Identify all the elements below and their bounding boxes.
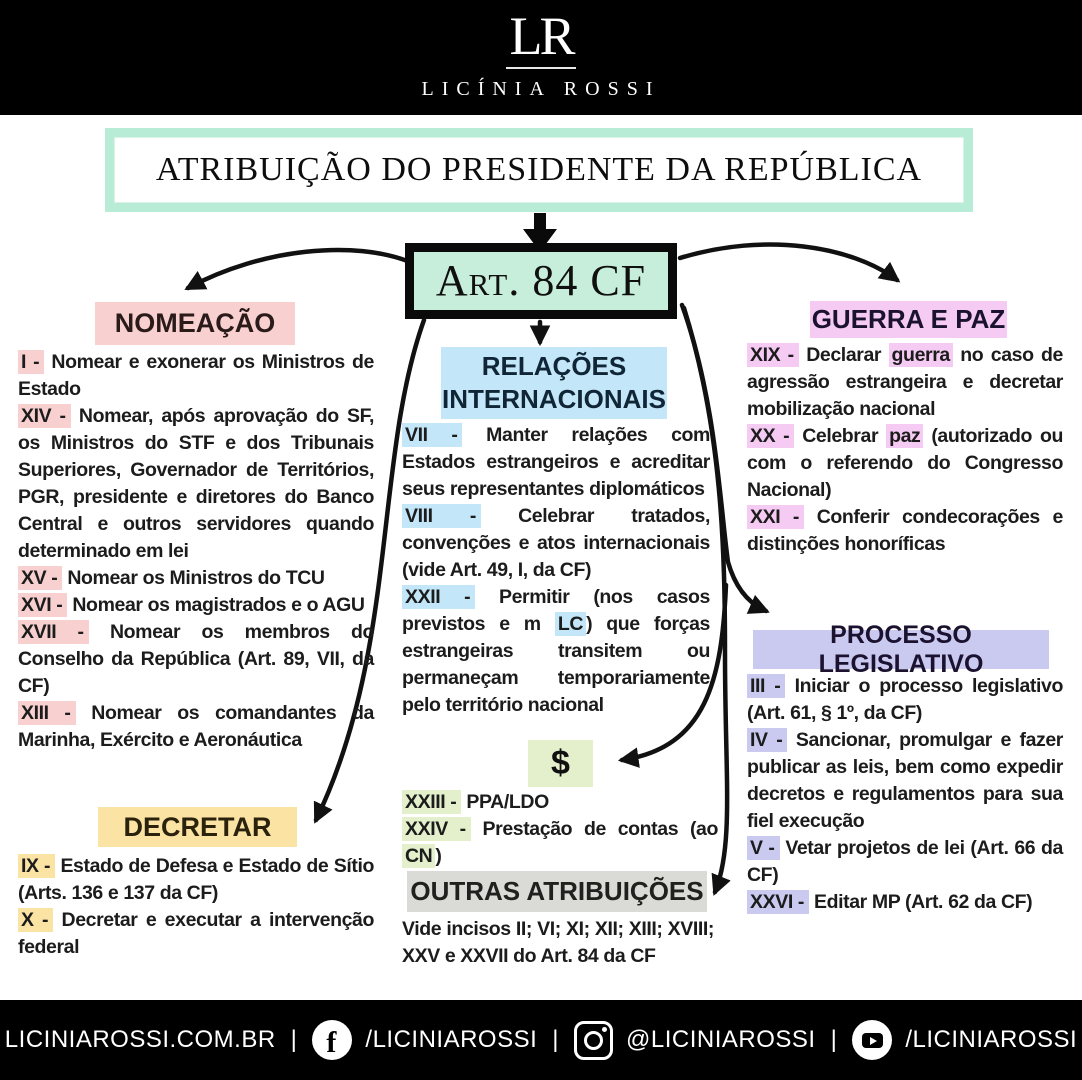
item-numeral: XIX -	[747, 343, 799, 367]
item-text: Iniciar o processo legislativo (Art. 61, § 1º, da CF)	[747, 675, 1063, 724]
social-footer	[0, 1000, 1082, 1080]
list-item	[18, 592, 374, 619]
list-item	[18, 907, 374, 961]
arrow-to-guerra	[680, 245, 897, 280]
highlighted-term: paz	[886, 424, 923, 448]
section-body-nomeacao	[18, 349, 374, 754]
list-item	[402, 789, 718, 816]
section-body-decretar	[18, 853, 374, 961]
list-item	[747, 673, 1063, 727]
item-text: Decretar e executar a intervenção federal	[18, 909, 374, 958]
instagram-handle: @LICINIAROSSI	[626, 1026, 816, 1053]
facebook-icon: f	[312, 1020, 352, 1060]
item-numeral: XXIV -	[402, 817, 471, 841]
youtube-icon	[852, 1020, 892, 1060]
item-numeral: IV -	[747, 728, 787, 752]
item-numeral: XXVI -	[747, 890, 809, 914]
brand-name: LICÍNIA ROSSI	[421, 77, 661, 100]
item-text: Sancionar, promulgar e fazer publicar as leis, bem como expedir decretos e regulamentos para sua fiel execução	[747, 729, 1063, 832]
item-text: Nomear os Ministros do TCU	[67, 567, 325, 589]
item-numeral: VII -	[402, 423, 462, 447]
section-header-money-symbol: $	[528, 740, 593, 787]
list-item	[402, 916, 714, 970]
item-text: )	[435, 845, 442, 867]
list-item	[18, 700, 374, 754]
item-text: PPA/LDO	[466, 791, 549, 813]
item-text: Nomear e exonerar os Ministros de Estado	[18, 351, 374, 400]
item-text: Nomear os comandantes da Marinha, Exército e Aeronáutica	[18, 702, 374, 751]
item-numeral: XXI -	[747, 505, 804, 529]
list-item	[747, 835, 1063, 889]
youtube-handle: /LICINIAROSSI	[905, 1026, 1078, 1053]
list-item	[747, 342, 1063, 423]
section-header-relacoes-internacionais: RELAÇÕES INTERNACIONAIS	[441, 347, 667, 419]
section-header-guerra-e-paz: GUERRA E PAZ	[810, 301, 1007, 338]
item-text: (autorizado ou com o referendo do Congresso Nacional)	[747, 425, 1063, 501]
item-numeral: III -	[747, 674, 785, 698]
list-item	[402, 503, 710, 584]
list-item	[747, 504, 1063, 558]
item-numeral: V -	[747, 836, 780, 860]
list-item	[18, 619, 374, 700]
page-title: ATRIBUIÇÃO DO PRESIDENTE DA REPÚBLICA	[114, 137, 964, 203]
section-body-processo-legislativo	[747, 673, 1063, 916]
item-text: no caso de agressão estrangeira e decretar mobilização nacional	[747, 344, 1064, 420]
list-item	[402, 422, 710, 503]
highlighted-term: LC	[555, 612, 586, 636]
item-numeral: XXIII -	[402, 790, 461, 814]
item-numeral: XIV -	[18, 404, 71, 428]
section-header-processo-legislativo: PROCESSO LEGISLATIVO	[753, 630, 1049, 669]
item-numeral: I -	[18, 350, 44, 374]
item-text: Declarar	[806, 344, 889, 366]
section-header-decretar: DECRETAR	[98, 807, 297, 847]
section-header-outras-atribuicoes: OUTRAS ATRIBUIÇÕES	[407, 871, 707, 912]
item-numeral: XIII -	[18, 701, 76, 725]
item-numeral: XX -	[747, 424, 794, 448]
section-header-nomeacao: NOMEAÇÃO	[95, 302, 295, 345]
item-text: Vide incisos II; VI; XI; XII; XIII; XVIII; XXV e XXVII do Art. 84 da CF	[402, 918, 714, 967]
list-item	[747, 727, 1063, 835]
root-node-art-84	[405, 243, 677, 319]
item-text: Editar MP (Art. 62 da CF)	[813, 891, 1033, 913]
item-text: Celebrar	[802, 425, 887, 447]
item-text: Vetar projetos de lei (Art. 66 da CF)	[747, 837, 1063, 886]
list-item	[747, 423, 1063, 504]
item-numeral: IX -	[18, 854, 55, 878]
list-item	[18, 565, 374, 592]
list-item	[18, 853, 374, 907]
instagram-icon	[574, 1021, 613, 1060]
list-item	[18, 403, 374, 565]
website-url: LICINIAROSSI.COM.BR	[4, 1026, 276, 1053]
list-item	[402, 816, 718, 870]
section-body-outras-atribuicoes	[402, 916, 714, 970]
item-numeral: XV -	[18, 566, 62, 590]
separator: |	[552, 1026, 560, 1053]
item-text: Conferir condecorações e distinções honoríficas	[747, 506, 1064, 555]
list-item	[747, 889, 1063, 916]
separator: |	[830, 1026, 838, 1053]
item-text: Manter relações com Estados estrangeiros e acreditar seus representantes diplomáticos	[402, 424, 710, 500]
section-body-relacoes-internacionais	[402, 422, 710, 719]
list-item	[402, 584, 710, 719]
item-numeral: VIII -	[402, 504, 481, 528]
separator: |	[290, 1026, 298, 1053]
item-text: Nomear os magistrados e o AGU	[72, 594, 365, 616]
facebook-handle: /LICINIAROSSI	[365, 1026, 538, 1053]
item-numeral: XXII -	[402, 585, 475, 609]
section-body-money	[402, 789, 718, 870]
item-numeral: X -	[18, 908, 53, 932]
item-text: Celebrar tratados, convenções e atos internacionais (vide Art. 49, I, da CF)	[402, 505, 710, 581]
title-frame	[105, 128, 973, 212]
item-text: Nomear os membros do Conselho da República (Art. 89, VII, da CF)	[18, 621, 374, 697]
section-body-guerra-e-paz	[747, 342, 1063, 558]
item-numeral: XVI -	[18, 593, 67, 617]
brand-monogram-logo: LR	[506, 8, 575, 69]
item-text: ) que forças estrangeiras transitem ou permaneçam temporariamente pelo território nacional	[402, 613, 710, 716]
brand-header	[0, 0, 1082, 115]
item-text: Estado de Defesa e Estado de Sítio (Arts. 136 e 137 da CF)	[18, 855, 374, 904]
item-numeral: XVII -	[18, 620, 89, 644]
item-text: Permitir (nos casos previstos e m	[402, 586, 710, 635]
item-text: Nomear, após aprovação do SF, os Ministros do STF e dos Tribunais Superiores, Governador de Territórios, PGR, presidente e diretores do Banco Central e outros servidores quando determinado em lei	[18, 405, 374, 562]
highlighted-term: CN	[402, 844, 435, 868]
item-text: Prestação de contas (ao	[482, 818, 718, 840]
root-node-label: Art. 84 CF	[435, 256, 647, 305]
arrow-to-nomeacao	[188, 250, 410, 288]
highlighted-term: guerra	[889, 343, 953, 367]
list-item	[18, 349, 374, 403]
